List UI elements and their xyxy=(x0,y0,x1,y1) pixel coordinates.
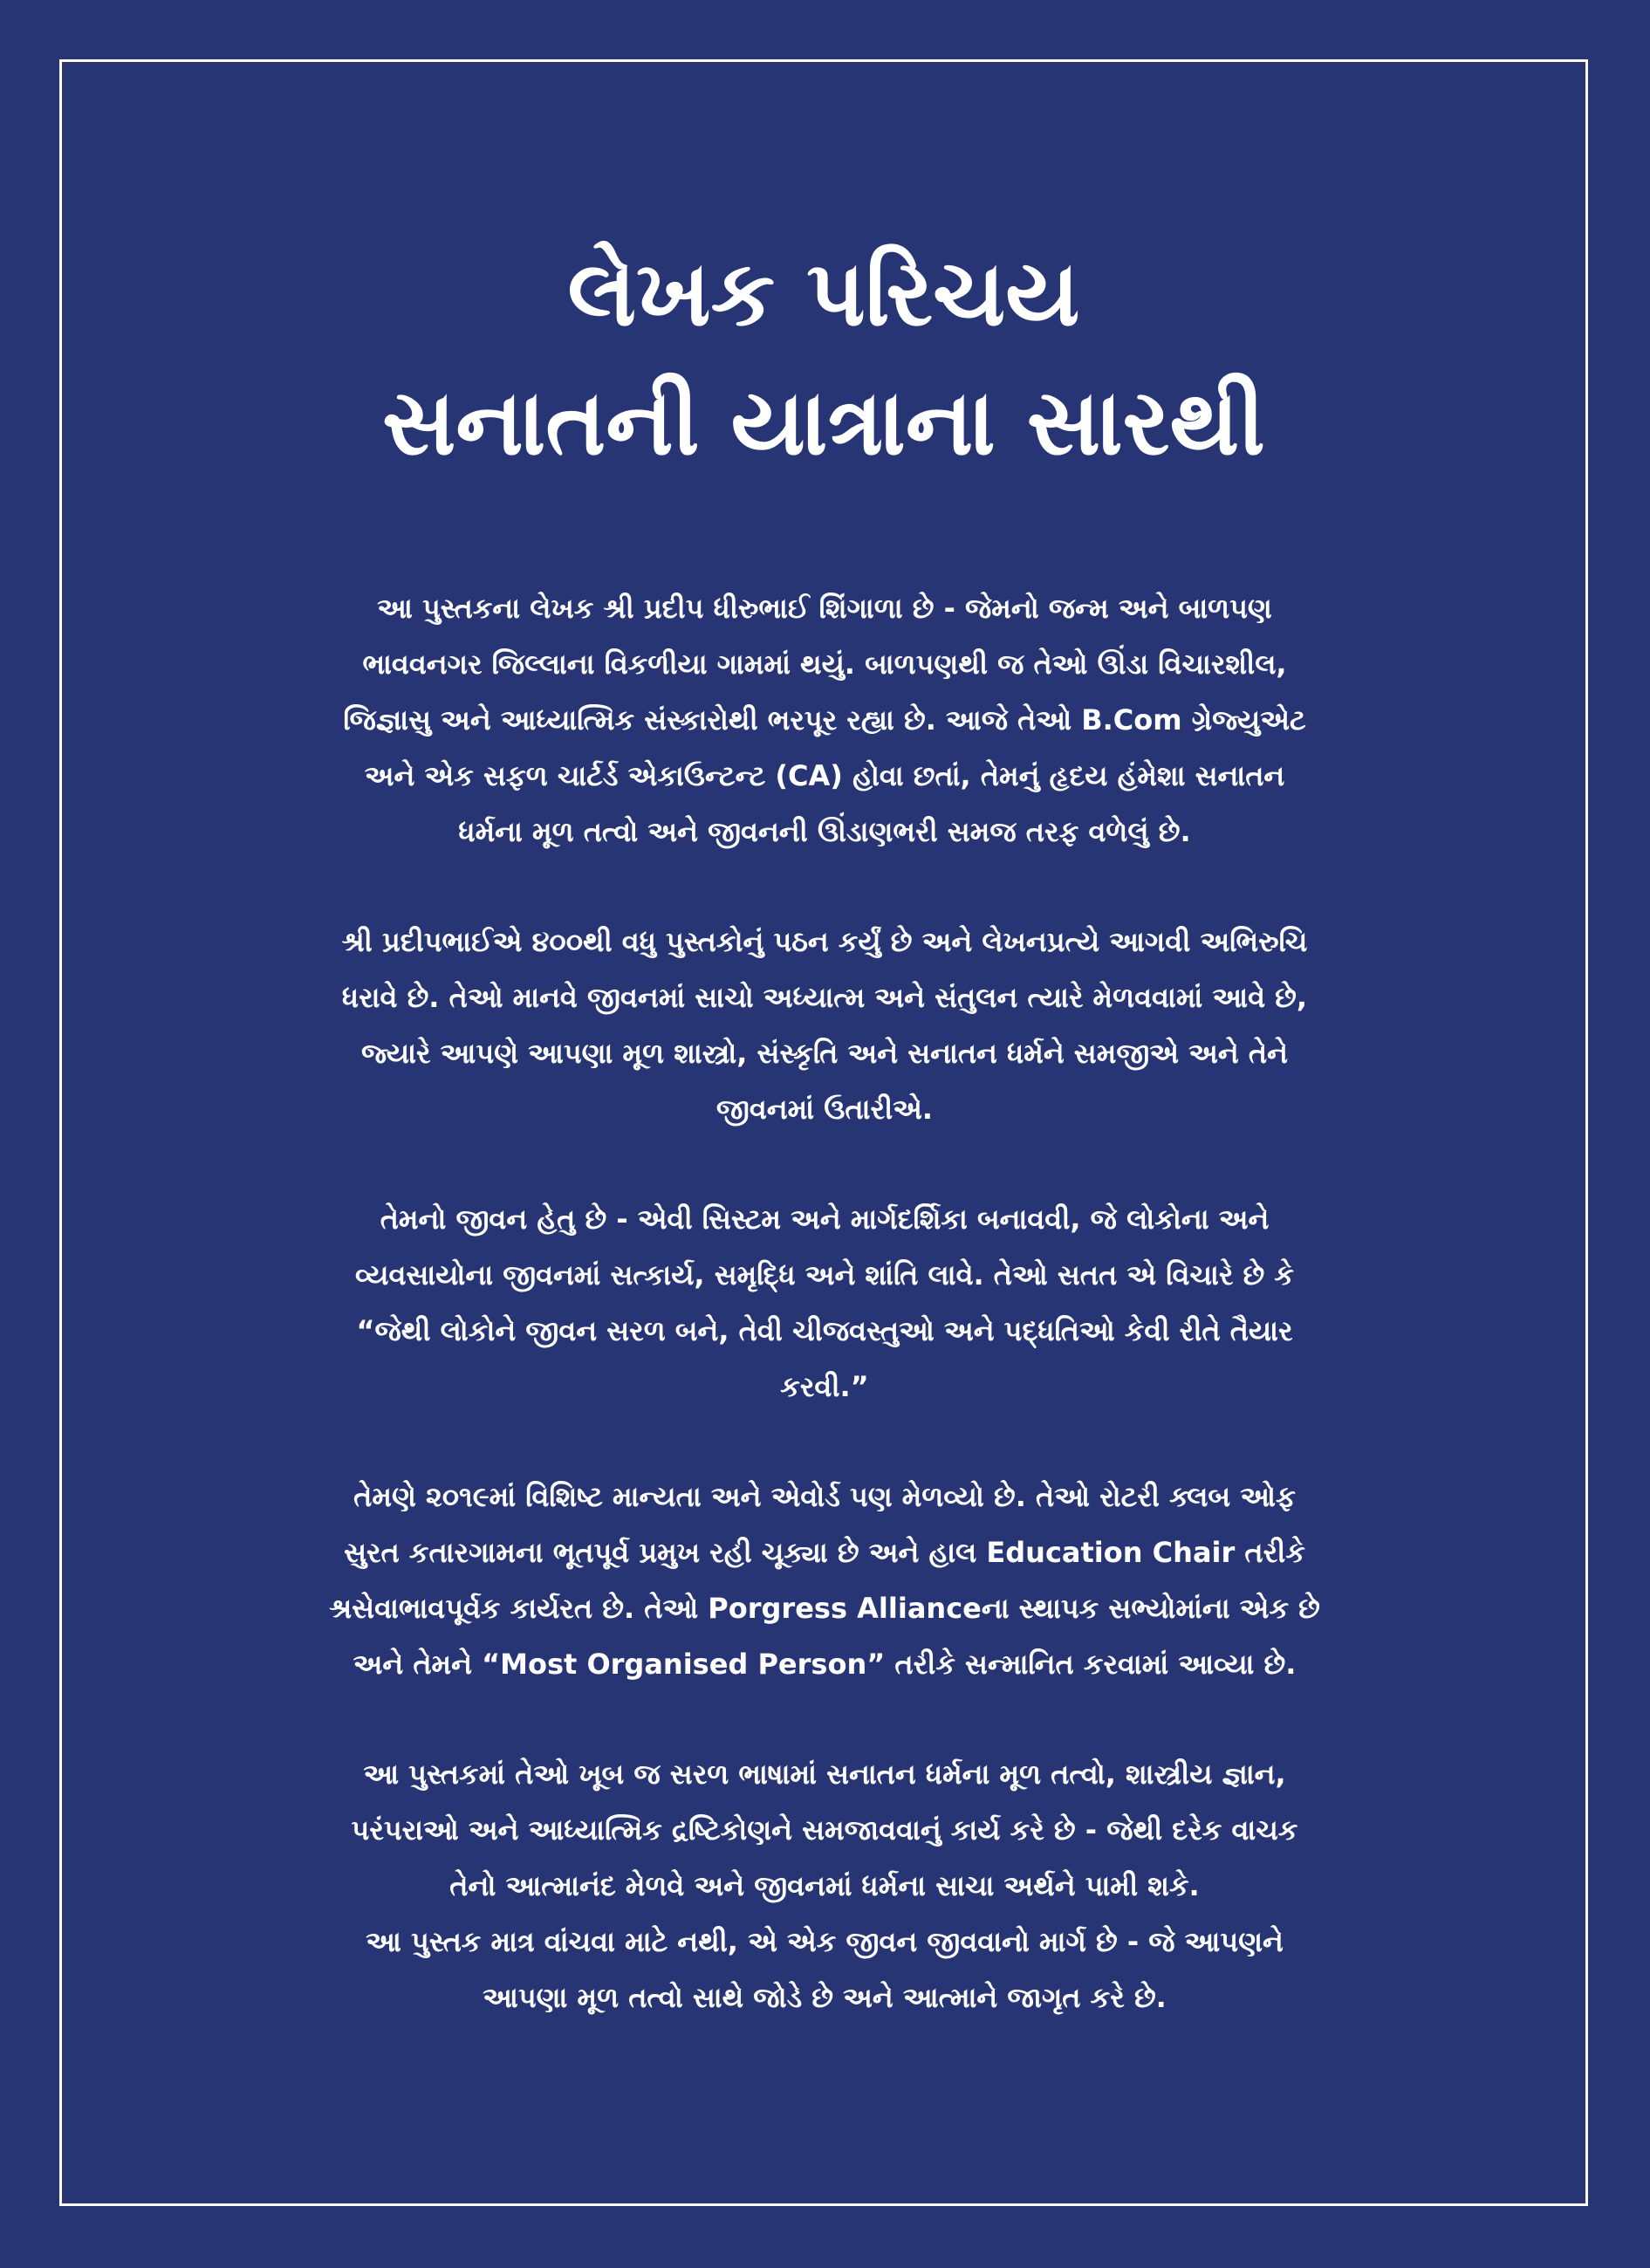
text-line: આ પુસ્તકમાં તેઓ ખૂબ જ સરળ ભાષામાં સનાતન ધર્મના મૂળ તત્વો, શાસ્ત્રીય જ્ઞાન, xyxy=(363,1758,1286,1791)
title-heading: લેખક પરિચય xyxy=(567,240,1080,346)
text-line: જીવનમાં ઉતારીએ. xyxy=(715,1093,934,1126)
text-line: ધર્મના મૂળ તત્વો અને જીવનની ઊંડાણભરી સમજ તરફ વળેલું છે. xyxy=(458,815,1191,848)
bio-paragraph-4 xyxy=(201,1469,1448,1692)
subtitle-heading: સનાતની યાત્રાના સારથી xyxy=(382,369,1265,476)
text-line: તેમણે ૨૦૧૯માં વિશિષ્ટ માન્યતા અને એવોર્ડ પણ મેળવ્યો છે. તેઓ રોટરી ક્લબ ઓફ xyxy=(353,1480,1296,1513)
text-line: સુરત કતારગામના ભૂતપૂર્વ પ્રમુખ રહી ચૂક્યા છે અને હાલ Education Chair તરીકે xyxy=(344,1536,1305,1569)
text-line: ભાવવનગર જિલ્લાના વિકળીયા ગામમાં થયું. બાળપણથી જ તેઓ ઊંડા વિચારશીલ, xyxy=(362,648,1287,681)
author-bio-body xyxy=(201,580,1448,2025)
bio-paragraph-2 xyxy=(201,914,1448,1137)
text-line: આપણા મૂળ તત્વો સાથે જોડે છે અને આત્માને જાગૃત કરે છે. xyxy=(483,1981,1167,2014)
text-line: અને એક સફળ ચાર્ટર્ડ એકાઉન્ટન્ટ (CA) હોવા છતાં, તેમનું હૃદય હંમેશા સનાતન xyxy=(364,759,1285,792)
bio-paragraph-3 xyxy=(201,1191,1448,1415)
text-line: તેનો આત્માનંદ મેળવે અને જીવનમાં ધર્મના સાચા અર્થને પામી શકે. xyxy=(449,1869,1200,1902)
text-line: આ પુસ્તકના લેખક શ્રી પ્રદીપ ધીરુભાઈ શિંગાળા છે - જેમનો જન્મ અને બાળપણ xyxy=(377,592,1272,625)
text-line: જ્યારે આપણે આપણા મૂળ શાસ્ત્રો, સંસ્કૃતિ અને સનાતન ધર્મને સમજીએ અને તેને xyxy=(361,1037,1288,1070)
title-block xyxy=(59,229,1588,487)
bio-paragraph-5 xyxy=(201,1746,1448,2025)
text-line: પરંપરાઓ અને આધ્યાત્મિક દ્રષ્ટિકોણને સમજાવવાનું કાર્ય કરે છે - જેથી દરેક વાચક xyxy=(351,1813,1298,1847)
text-line: શ્રસેવાભાવપૂર્વક કાર્યરત છે. તેઓ Porgress Allianceના સ્થાપક સભ્યોમાંના એક છે xyxy=(329,1592,1320,1625)
bio-paragraph-1 xyxy=(201,580,1448,860)
text-line: ધરાવે છે. તેઓ માનવે જીવનમાં સાચો અધ્યાત્મ અને સંતુલન ત્યારે મેળવવામાં આવે છે, xyxy=(341,981,1308,1014)
text-line: જિજ્ઞાસુ અને આધ્યાત્મિક સંસ્કારોથી ભરપૂર રહ્યા છે. આજે તેઓ B.Com ગ્રેજ્યુએટ xyxy=(343,703,1306,737)
text-line: શ્રી પ્રદીપભાઈએ ૪૦૦થી વધુ પુસ્તકોનું પઠન કર્યું છે અને લેખનપ્રત્યે આગવી અભિરુચિ xyxy=(341,925,1308,958)
text-line: કરવી.” xyxy=(780,1370,869,1403)
text-line: વ્યવસાયોના જીવનમાં સત્કાર્ય, સમૃદ્ધિ અને શાંતિ લાવે. તેઓ સતત એ વિચારે છે કે xyxy=(354,1258,1295,1292)
text-line: “જેથી લોકોને જીવન સરળ બને, તેવી ચીજવસ્તુઓ અને પદ્ધતિઓ કેવી રીતે તૈયાર xyxy=(356,1314,1293,1347)
text-line: તેમનો જીવન હેતુ છે - એવી સિસ્ટમ અને માર્ગદર્શિકા બનાવવી, જે લોકોના અને xyxy=(380,1203,1270,1236)
text-line: આ પુસ્તક માત્ર વાંચવા માટે નથી, એ એક જીવન જીવવાનો માર્ગ છે - જે આપણને xyxy=(366,1925,1284,1958)
text-line: અને તેમને “Most Organised Person” તરીકે સન્માનિત કરવામાં આવ્યા છે. xyxy=(353,1648,1297,1681)
